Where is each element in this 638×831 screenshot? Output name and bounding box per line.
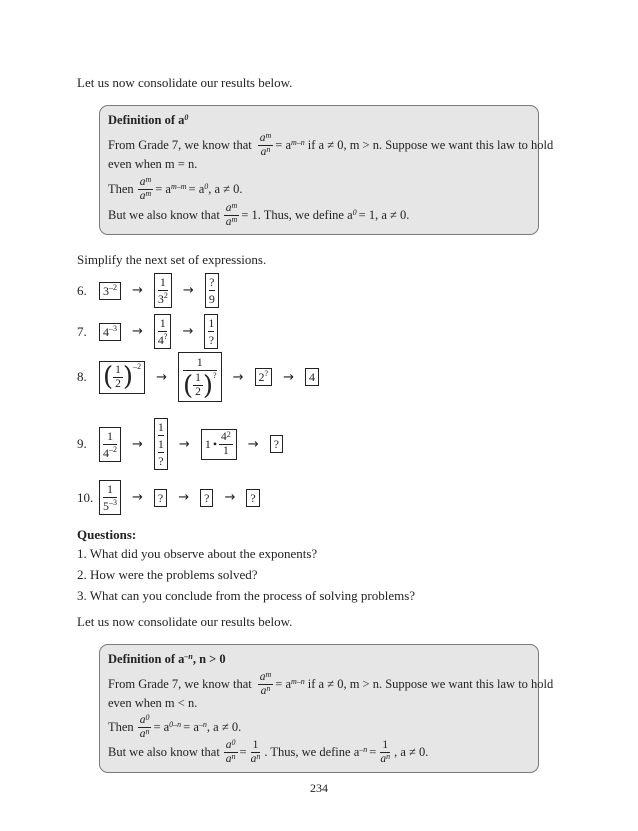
intro-text: Let us now consolidate our results below. bbox=[77, 75, 293, 90]
box-line-1: From Grade 7, we know that $\frac{a^m}{a^n}$ = a m–n if a ≠ 0, m > n. Suppose we want this law to hold bbox=[108, 670, 554, 697]
question-item: 2. How were the problems solved? bbox=[77, 567, 258, 582]
box-title: Definition of a 0 bbox=[108, 113, 189, 127]
arrow-icon: → bbox=[132, 324, 143, 339]
arrow-icon: → bbox=[156, 369, 167, 385]
simplify-heading: Simplify the next set of expressions. bbox=[77, 252, 267, 267]
expression-row-8: 8. ( $\frac{1}{2}$ ) –2 → 1 ( $\frac{1}{2}$ ) ? → 2 ? → 4 bbox=[77, 352, 319, 402]
question-item: 1. What did you observe about the exponents? bbox=[77, 546, 318, 561]
arrow-icon: → bbox=[182, 324, 194, 339]
arrow-icon: → bbox=[178, 490, 190, 505]
arrow-icon: → bbox=[224, 490, 236, 505]
intro-text-2: Let us now consolidate our results below. bbox=[77, 614, 293, 629]
box-line-1: From Grade 7, we know that $\frac{a^m}{a^n}$ = a m–n if a ≠ 0, m > n. Suppose we want this law to hold bbox=[108, 131, 554, 158]
box-line-2: even when m = n. bbox=[108, 157, 198, 171]
arrow-icon: → bbox=[178, 436, 190, 452]
arrow-icon: → bbox=[132, 283, 143, 298]
expression-row-6: 6. 3 –2 → 1 $3^2$ → ? 9 bbox=[77, 273, 219, 308]
arrow-icon: → bbox=[182, 283, 194, 298]
box-but-line: But we also know that $\frac{a^m}{a^m}$ = 1. Thus, we define a 0 = 1, a ≠ 0. bbox=[108, 201, 410, 228]
box-but-line: But we also know that $\frac{a^0}{a^n}$ = $\frac{1}{a^n}$ . Thus, we define a –n = $\frac{1}{a^n}$ , a ≠ 0. bbox=[108, 738, 429, 765]
arrow-icon: → bbox=[247, 436, 259, 452]
answer-box: 4 bbox=[305, 368, 319, 386]
definition-box-a0 bbox=[99, 105, 554, 235]
expression-row-10: 10. 1 $5^{-3}$ → ? → ? → ? bbox=[77, 480, 260, 515]
arrow-icon: → bbox=[132, 436, 143, 452]
arrow-icon: → bbox=[132, 490, 143, 505]
arrow-icon: → bbox=[232, 369, 244, 385]
box-title: Definition of a –n , n > 0 bbox=[108, 652, 226, 666]
question-item: 3. What can you conclude from the process of solving problems? bbox=[77, 588, 416, 603]
arrow-icon: → bbox=[283, 369, 294, 385]
page-number: 234 bbox=[310, 781, 328, 795]
expression-row-7: 7. 4 –3 → 1 4? → 1 ? bbox=[77, 314, 218, 349]
box-then-line: Then $\frac{a^0}{a^n}$ = a 0–n = a –n , a ≠ 0. bbox=[108, 713, 242, 740]
box-then-line: Then $\frac{a^m}{a^m}$ = a m–m = a 0 , a ≠ 0. bbox=[108, 175, 243, 202]
definition-box-a-negative-n bbox=[99, 644, 554, 773]
questions-title: Questions: bbox=[77, 527, 137, 542]
expression-row-9: 9. 1 $4^{-2}$ → 1 1 ? → 1 • $\frac{4^2}{1}$ → ? bbox=[77, 418, 283, 470]
box-line-2: even when m < n. bbox=[108, 696, 198, 710]
